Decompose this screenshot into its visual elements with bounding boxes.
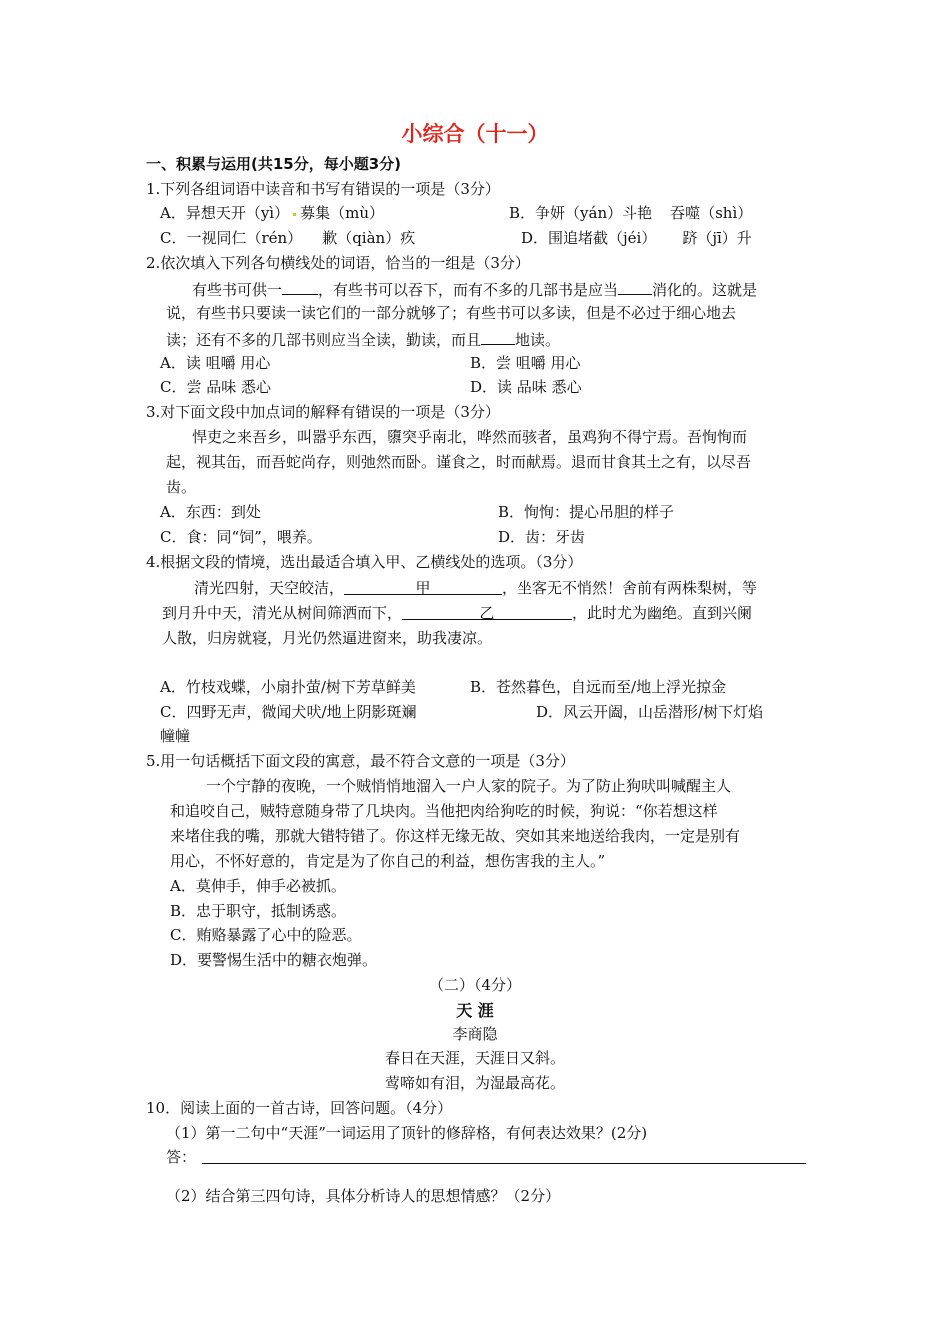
q4-option-d-continued: 幢幢 (160, 727, 191, 745)
q3-option-c: C．食：同“饲”，喂养。 (160, 528, 322, 546)
q5-option-d: D．要警惕生活中的糖衣炮弹。 (170, 951, 378, 969)
poem-title: 天 涯 (456, 1001, 494, 1020)
q5-passage-line-2: 和追咬自己，贼特意随身带了几块肉。当他把肉给狗吃的时候，狗说：“你若想这样 (170, 802, 718, 820)
q3-passage-line-1: 悍吏之来吾乡，叫嚣乎东西，隳突乎南北，哗然而骇者，虽鸡狗不得宁焉。吾恂恂而 (192, 428, 748, 446)
page-title: 小综合（十一） (401, 122, 549, 146)
q4-passage-line-2: 到月升中天，清光从树间筛洒而下， 乙 ，此时尤为幽绝。直到兴阑 (162, 601, 752, 626)
q1-option-d: D．围追堵截（jéi） 跻（jī）升 (521, 229, 752, 247)
q1-option-b: B．争妍（yán）斗艳 吞噬（shì） (509, 204, 753, 222)
q4-option-a: A．竹枝戏蝶，小扇扑萤/树下芳草鲜美 (160, 678, 416, 696)
q2-option-b: B．尝 咀嚼 用心 (470, 354, 581, 372)
yellow-mark-icon (293, 213, 296, 216)
q2-passage-line-3: 读；还有不多的几部书则应当全读，勤读，而且 地读。 (166, 326, 560, 353)
q1-option-c: C．一视同仁（rén） 歉（qiàn）疚 (160, 229, 416, 247)
poem-author: 李商隐 (452, 1025, 498, 1043)
q5-option-b: B．忠于职守，抵制诱惑。 (170, 902, 347, 920)
q2-option-a: A．读 咀嚼 用心 (160, 354, 271, 372)
question-2-stem: 2.依次填入下列各句横线处的词语，恰当的一组是（3分） (146, 254, 530, 272)
q5-passage-line-3: 来堵住我的嘴，那就大错特错了。你这样无缘无故、突如其来地送给我肉，一定是别有 (170, 827, 741, 845)
q3-passage-line-2: 起，视其缶，而吾蛇尚存，则弛然而卧。谨食之，时而献焉。退而甘食其土之有，以尽吾 (166, 453, 752, 471)
question-10-stem: 10．阅读上面的一首古诗，回答问题。（4分） (146, 1099, 453, 1117)
q10-sub-question-1: （1）第一二句中“天涯”一词运用了顶针的修辞格，有何表达效果？(2分) (166, 1124, 648, 1142)
blank-yi: 乙 (402, 601, 572, 620)
section-heading-1: 一、积累与运用(共15分，每小题3分) (146, 155, 402, 173)
poem-line-1: 春日在天涯，天涯日又斜。 (384, 1049, 565, 1067)
q5-passage-line-4: 用心，不怀好意的，肯定是为了你自己的利益，想伤害我的主人。” (170, 852, 606, 870)
q2-option-d: D．读 品味 悉心 (470, 378, 582, 396)
q2-passage-line-2: 说，有些书只要读一读它们的一部分就够了；有些书可以多读，但是不必过于细心地去 (166, 304, 737, 322)
q10-answer-label: 答： (166, 1148, 197, 1166)
q10-sub-question-2: （2）结合第三四句诗，具体分析诗人的思想情感？（2分） (166, 1187, 561, 1205)
question-5-stem: 5.用一句话概括下面文段的寓意，最不符合文意的一项是（3分） (146, 752, 575, 770)
section-heading-2: （二）（4分） (428, 976, 522, 994)
q2-option-c: C．尝 品味 悉心 (160, 378, 272, 396)
q4-option-b: B．苍然暮色，自远而至/地上浮光掠金 (470, 678, 727, 696)
question-3-stem: 3.对下面文段中加点词的解释有错误的一项是（3分） (146, 403, 500, 421)
q3-option-d: D．齿：牙齿 (498, 528, 586, 546)
answer-line[interactable] (202, 1162, 806, 1164)
blank-jia: 甲 (344, 576, 502, 595)
question-4-stem: 4.根据文段的情境，选出最适合填入甲、乙横线处的选项。（3分） (146, 553, 583, 571)
q3-option-b: B．恂恂：提心吊胆的样子 (498, 503, 675, 521)
q4-option-c: C．四野无声，微闻犬吠/地上阴影斑斓 (160, 703, 417, 721)
q5-option-c: C．贿赂暴露了心中的险恶。 (170, 926, 362, 944)
q5-passage-line-1: 一个宁静的夜晚，一个贼悄悄地溜入一户人家的院子。为了防止狗吠叫喊醒主人 (206, 777, 732, 795)
q4-passage-line-1: 清光四射，天空皎洁， 甲 ，坐客无不悄然！舍前有两株梨树，等 (194, 576, 757, 601)
q2-passage-line-1: 有些书可供一 ，有些书可以吞下，而有不多的几部书是应当 消化的。这就是 (192, 276, 757, 303)
q5-option-a: A．莫伸手，伸手必被抓。 (170, 877, 346, 895)
q1-option-a: A．异想天开（yì） 募集（mù） (160, 204, 384, 222)
q3-passage-line-3: 齿。 (166, 478, 197, 496)
q4-passage-line-3: 人散，归房就寝，月光仍然逼进窗来，助我凄凉。 (162, 629, 493, 647)
q3-option-a: A．东西：到处 (160, 503, 261, 521)
question-1-stem: 1.下列各组词语中读音和书写有错误的一项是（3分） (146, 180, 500, 198)
poem-line-2: 莺啼如有泪，为湿最高花。 (384, 1074, 565, 1092)
q4-option-d: D．风云开阖，山岳潜形/树下灯焰 (536, 703, 764, 721)
